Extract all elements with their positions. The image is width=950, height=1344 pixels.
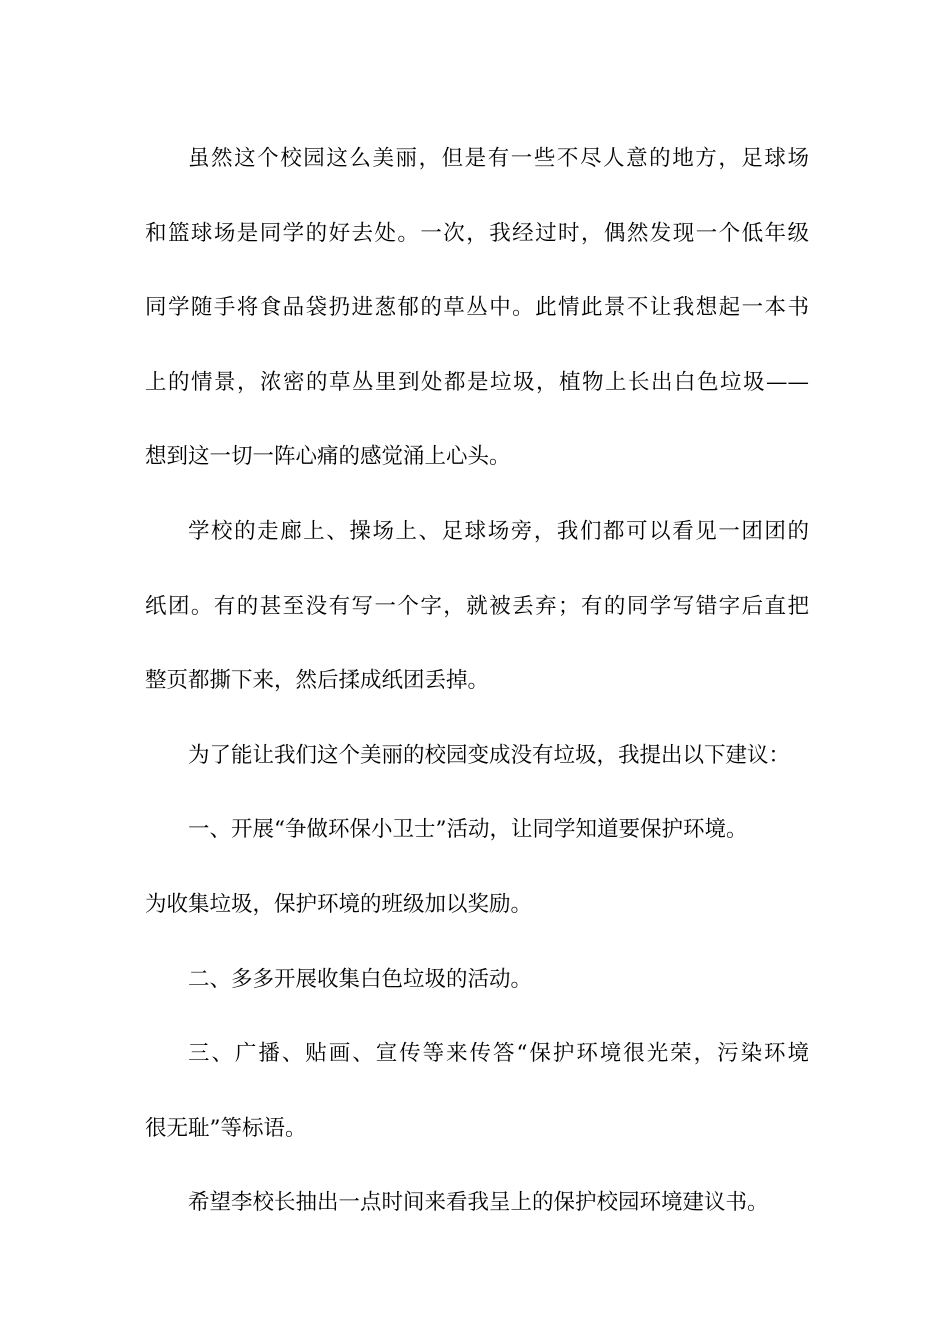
text-line: 学校的走廊上、操场上、足球场旁，我们都可以看见一团团的 [188,518,809,544]
text-line: 整页都撕下来，然后揉成纸团丢掉。 [145,668,490,694]
text-line: 希望李校长抽出一点时间来看我呈上的保护校园环境建议书。 [188,1190,769,1216]
text-line: 同学随手将食品袋扔进葱郁的草丛中。此情此景不让我想起一本书 [145,295,809,321]
text-line: 为收集垃圾，保护环境的班级加以奖励。 [145,891,533,917]
text-line: 纸团。有的甚至没有写一个字，就被丢弃；有的同学写错字后直把 [145,593,809,619]
text-line: 上的情景，浓密的草丛里到处都是垃圾，植物上长出白色垃圾—— [145,369,809,395]
text-line: 很无耻”等标语。 [145,1115,307,1141]
text-line: 想到这一切一阵心痛的感觉涌上心头。 [145,444,511,470]
text-line: 二、多多开展收集白色垃圾的活动。 [188,966,533,992]
text-line: 一、开展“争做环保小卫士”活动，让同学知道要保护环境。 [188,817,748,843]
text-line: 三、广播、贴画、宣传等来传答“保护环境很光荣，污染环境 [188,1041,809,1067]
text-line: 为了能让我们这个美丽的校园变成没有垃圾，我提出以下建议： [188,742,791,768]
text-line: 虽然这个校园这么美丽，但是有一些不尽人意的地方，足球场 [188,146,809,171]
text-line: 和篮球场是同学的好去处。一次，我经过时，偶然发现一个低年级 [145,220,809,246]
document-body [145,122,809,1241]
